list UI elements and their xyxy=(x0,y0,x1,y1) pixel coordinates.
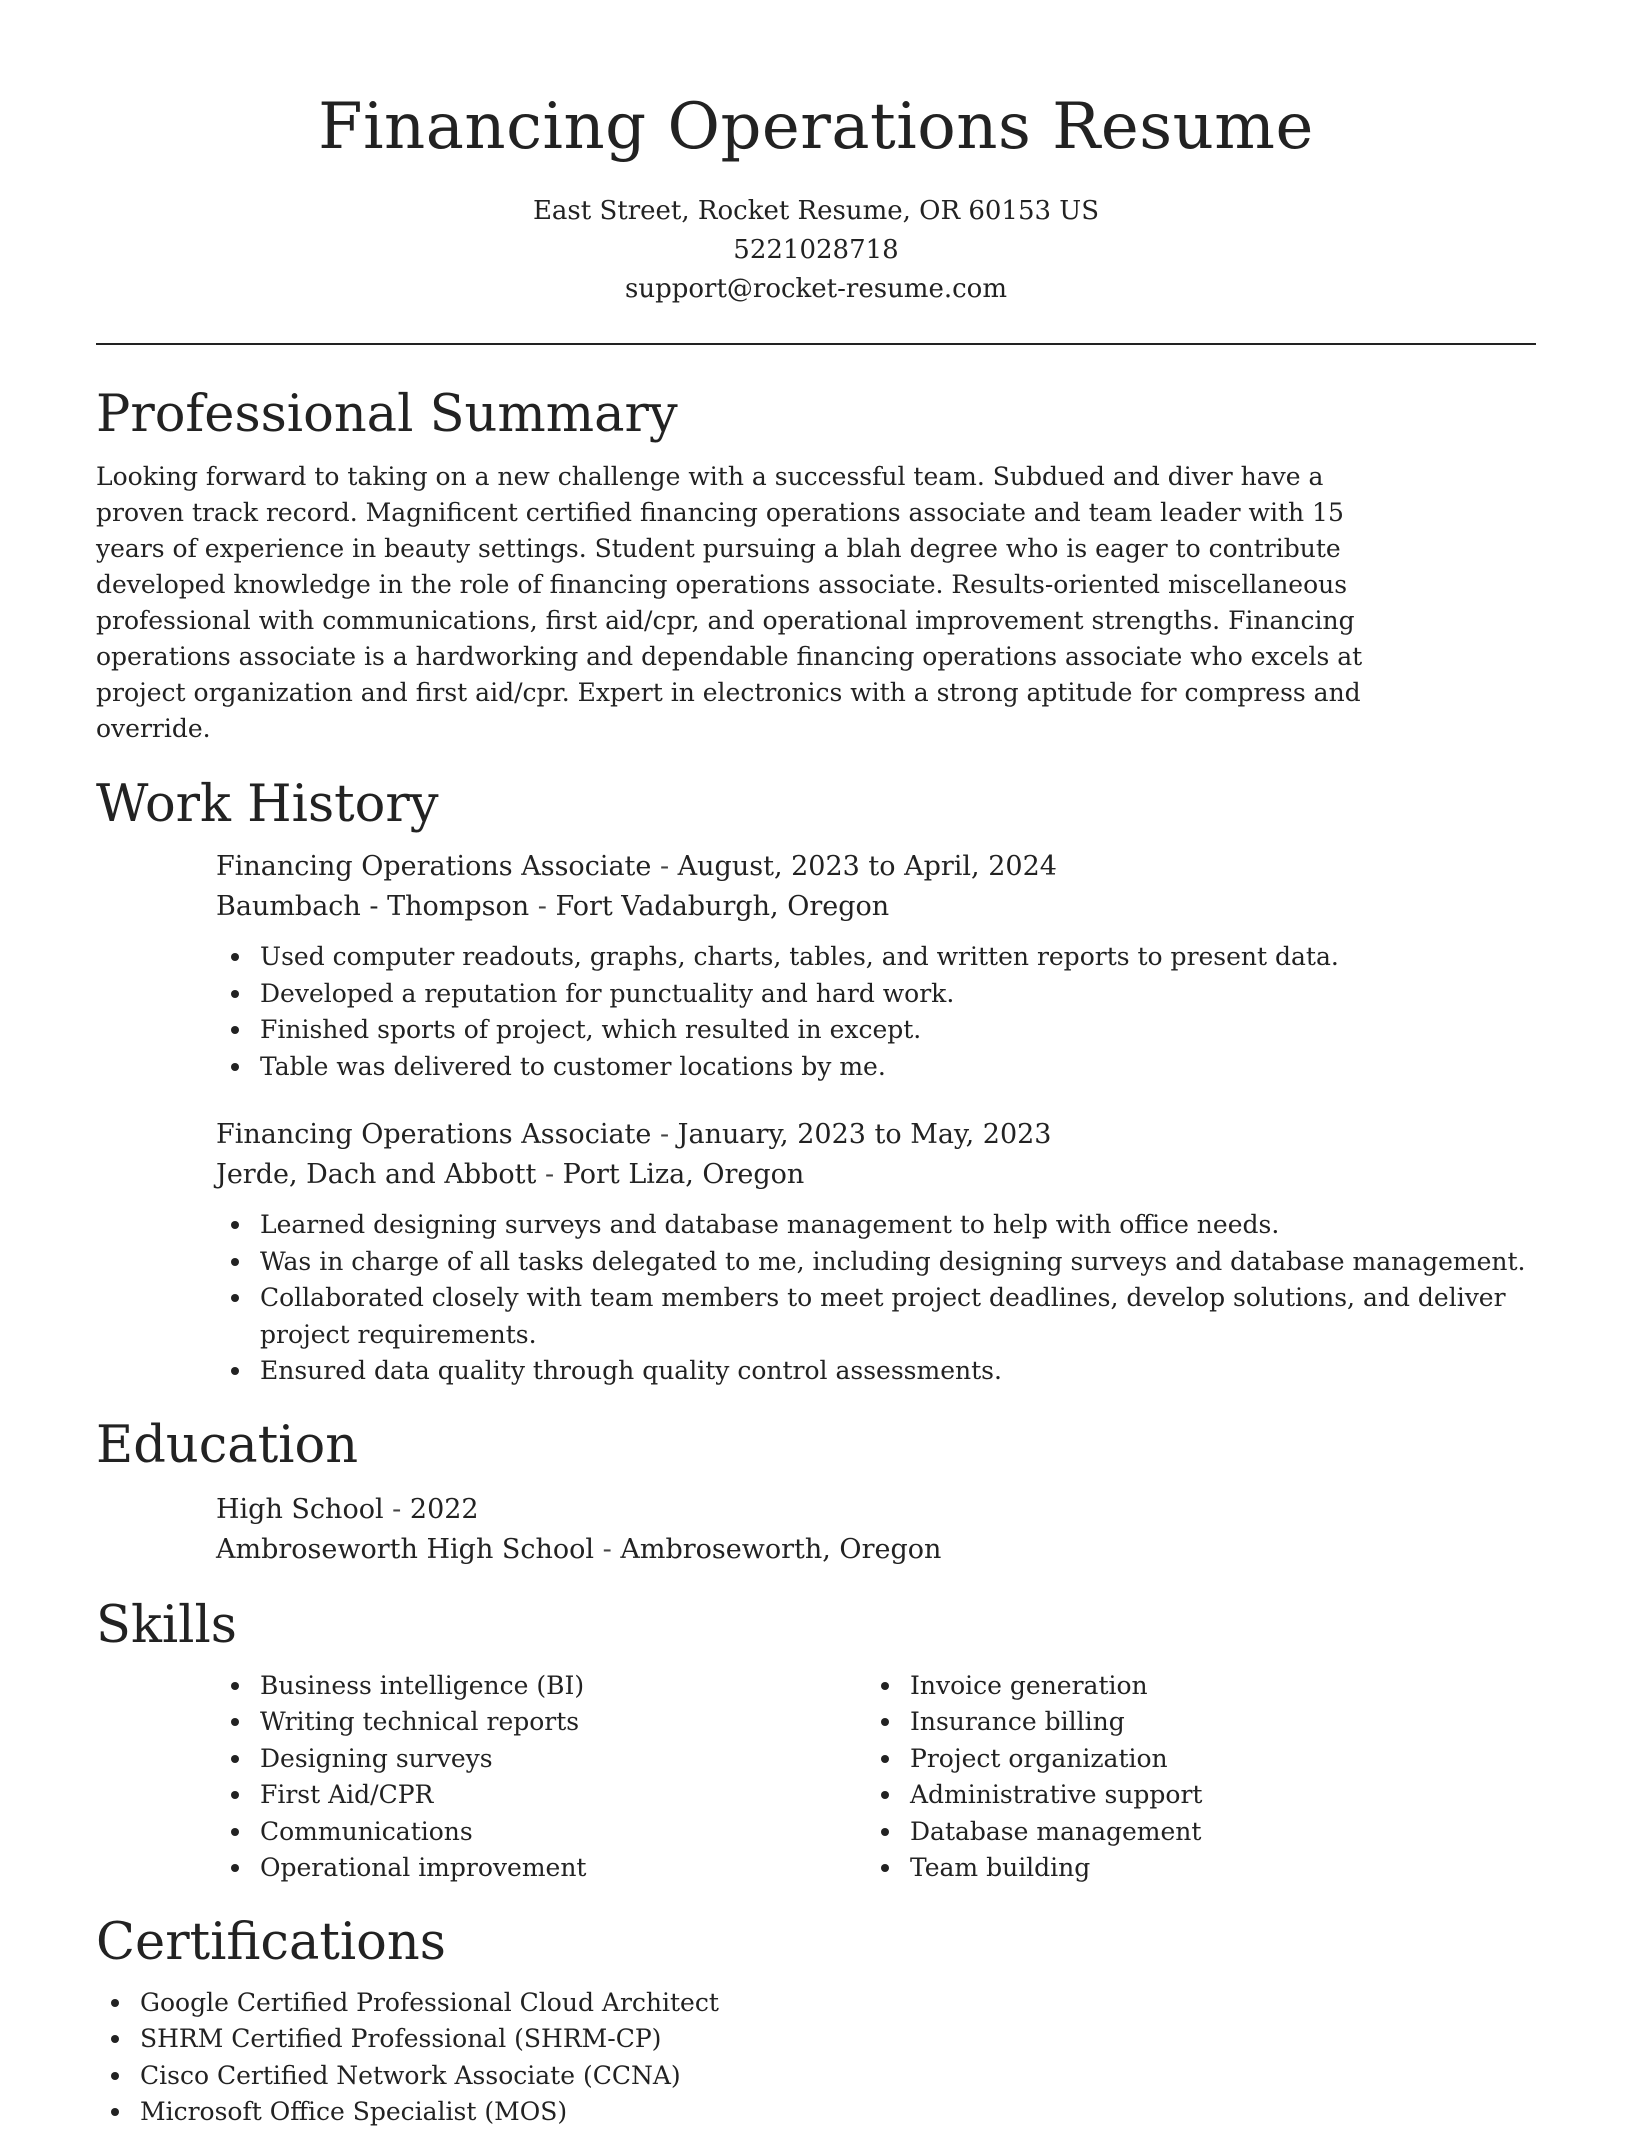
work-heading: Work History xyxy=(96,775,439,834)
list-item: Designing surveys xyxy=(216,1741,866,1778)
degree-line xyxy=(216,1490,1536,1530)
job-entry xyxy=(216,847,1536,1085)
separator: - xyxy=(594,1533,621,1565)
resume-header xyxy=(96,0,1536,309)
school-location: Ambroseworth, Oregon xyxy=(620,1533,942,1565)
resume-title: Financing Operations Resume xyxy=(318,90,1314,164)
summary-heading: Professional Summary xyxy=(96,385,678,444)
list-item: Insurance billing xyxy=(866,1704,1516,1741)
summary-section xyxy=(96,383,1536,747)
list-item: Collaborated closely with team members to meet project deadlines, develop solutions, and deliver project requirements. xyxy=(216,1280,1536,1353)
email: support@rocket-resume.com xyxy=(624,274,1007,304)
list-item: Used computer readouts, graphs, charts, tables, and written reports to present data. xyxy=(216,939,1536,976)
list-item: Operational improvement xyxy=(216,1850,866,1887)
list-item: Administrative support xyxy=(866,1777,1516,1814)
job-company-line xyxy=(216,887,1536,927)
school-line xyxy=(216,1530,1536,1570)
job-location: Port Liza, Oregon xyxy=(562,1159,805,1190)
school-name: Ambroseworth High School xyxy=(216,1533,595,1565)
list-item: Learned designing surveys and database management to help with office needs. xyxy=(216,1207,1536,1244)
list-item: Developed a reputation for punctuality and hard work. xyxy=(216,976,1536,1013)
summary-text: Looking forward to taking on a new challenge with a successful team. Subdued and diver have a proven track record. Magnificent certified financing operations associate and team leader with 15 years of experience in beauty settings. Student pursuing a blah degree who is eager to contribute developed knowledge in the role of financing operations associate. Results-oriented miscellaneous professional with communications, first aid/cpr, and operational improvement strengths. Financing operations associate is a hardworking and dependable financing operations associate who excels at project organization and first aid/cpr. Expert in electronics with a strong aptitude for compress and override. xyxy=(96,462,1363,743)
job-title: Financing Operations Associate xyxy=(216,851,652,882)
skills-heading: Skills xyxy=(96,1595,237,1655)
degree: High School xyxy=(216,1493,384,1525)
education-entry xyxy=(216,1490,1536,1570)
work-section xyxy=(96,773,1536,1390)
list-item: Team building xyxy=(866,1850,1516,1887)
job-title-line xyxy=(216,847,1536,887)
separator: - xyxy=(536,1159,563,1190)
phone: 5221028718 xyxy=(733,235,899,265)
job-company-line xyxy=(216,1155,1536,1195)
skills-column-right xyxy=(866,1668,1516,1887)
job-dates: August, 2023 to April, 2024 xyxy=(677,851,1057,882)
contact-block xyxy=(96,192,1536,309)
certifications-heading: Certifications xyxy=(96,1912,446,1972)
skills-grid xyxy=(216,1668,1536,1887)
education-section xyxy=(96,1414,1536,1570)
list-item: First Aid/CPR xyxy=(216,1777,866,1814)
list-item: Project organization xyxy=(866,1741,1516,1778)
separator: - xyxy=(651,851,678,882)
list-item: Table was delivered to customer locations by me. xyxy=(216,1049,1536,1086)
address: East Street, Rocket Resume, OR 60153 US xyxy=(532,196,1100,226)
list-item: SHRM Certified Professional (SHRM-CP) xyxy=(96,2021,1416,2058)
certifications-list xyxy=(96,1985,1416,2131)
separator: - xyxy=(651,1119,678,1150)
job-title: Financing Operations Associate xyxy=(216,1119,652,1150)
list-item: Business intelligence (BI) xyxy=(216,1668,866,1705)
list-item: Microsoft Office Specialist (MOS) xyxy=(96,2094,1416,2131)
separator: - xyxy=(529,891,556,922)
skills-section xyxy=(96,1594,1536,1887)
job-title-line xyxy=(216,1115,1536,1155)
job-entry xyxy=(216,1115,1536,1390)
list-item: Was in charge of all tasks delegated to me, including designing surveys and database management. xyxy=(216,1244,1536,1281)
header-divider xyxy=(96,343,1536,345)
job-location: Fort Vadaburgh, Oregon xyxy=(555,891,890,922)
job-bullets xyxy=(216,939,1536,1085)
skills-column-left xyxy=(216,1668,866,1887)
education-heading: Education xyxy=(96,1415,359,1475)
job-bullets xyxy=(216,1207,1536,1390)
job-company: Jerde, Dach and Abbott xyxy=(216,1159,537,1190)
list-item: Finished sports of project, which resulted in except. xyxy=(216,1012,1536,1049)
separator: - xyxy=(383,1493,410,1525)
list-item: Communications xyxy=(216,1814,866,1851)
list-item: Writing technical reports xyxy=(216,1704,866,1741)
graduation-year: 2022 xyxy=(409,1493,479,1525)
list-item: Ensured data quality through quality control assessments. xyxy=(216,1353,1536,1390)
list-item: Database management xyxy=(866,1814,1516,1851)
list-item: Google Certified Professional Cloud Architect xyxy=(96,1985,1416,2022)
job-dates: January, 2023 to May, 2023 xyxy=(677,1119,1052,1150)
list-item: Invoice generation xyxy=(866,1668,1516,1705)
job-company: Baumbach - Thompson xyxy=(216,891,530,922)
certifications-section xyxy=(96,1911,1536,2131)
resume-page xyxy=(96,0,1536,2131)
list-item: Cisco Certified Network Associate (CCNA) xyxy=(96,2058,1416,2095)
